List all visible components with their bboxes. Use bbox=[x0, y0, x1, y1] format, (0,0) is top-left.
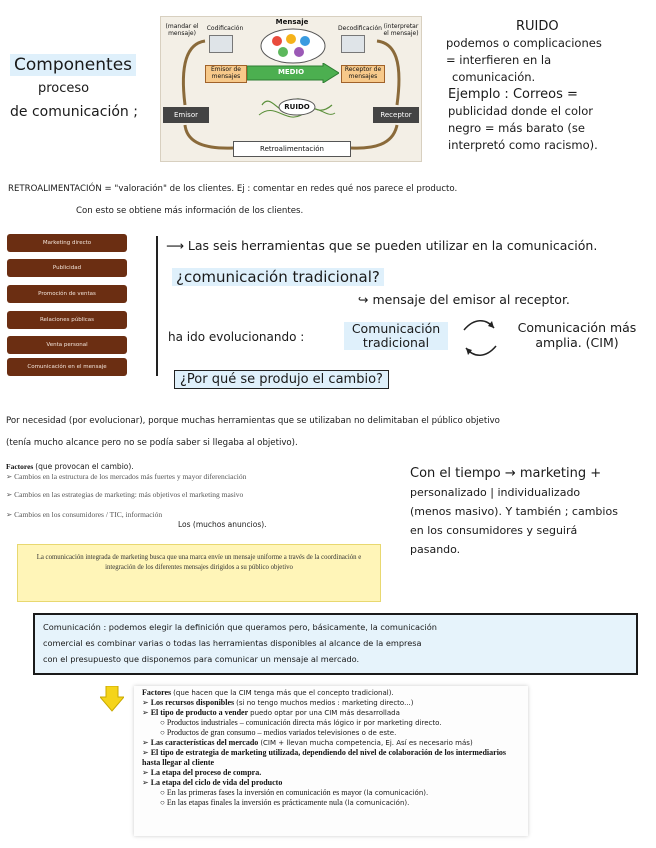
factor2-subitem: ○ Productos industriales – comunicación directa más lógico ir por marketing directo. bbox=[160, 718, 442, 727]
ruido-line-3: comunicación. bbox=[452, 70, 536, 84]
retro-line-1: RETROALIMENTACIÓN = "valoración" de los clientes. Ej : comentar en redes qué nos parece el producto. bbox=[8, 184, 458, 194]
comunicacion-amplia: Comunicación más amplia. (CIM) bbox=[517, 320, 637, 350]
tiempo-line-5: pasando. bbox=[410, 543, 461, 556]
factor2-text: El tipo de estrategia de marketing utilizada, dependiendo del nivel de colaboración de los intermediarios hasta llegar al cliente bbox=[142, 748, 507, 767]
ruido-line-5: publicidad donde el color bbox=[448, 104, 593, 118]
codif-note: (mandar el mensaje) bbox=[165, 23, 199, 37]
retro-line-2: Con esto se obtiene más información de los clientes. bbox=[76, 206, 304, 216]
receptor-label: Receptor bbox=[373, 107, 419, 123]
factor1-item-text: Cambios en la estructura de los mercados más fuertes y mayor diferenciación bbox=[14, 472, 247, 481]
tool-relaciones-publicas: Relaciones públicas bbox=[7, 311, 127, 329]
section-title bbox=[10, 54, 138, 123]
tiempo-note bbox=[410, 464, 656, 559]
arrow-icon: ↪ bbox=[358, 292, 373, 307]
comunicacion-definition-box bbox=[33, 613, 638, 675]
factor2-item: ➢ Las características del mercado (CIM + llevan mucha competencia, Ej. Así es necesario más) bbox=[142, 738, 473, 747]
factor2-text: Las características del mercado bbox=[150, 738, 259, 747]
factor1-item: ➢ Cambios en la estructura de los mercados más fuertes y mayor diferenciación bbox=[6, 472, 247, 481]
com-def-line-3: con el presupuesto que disponemos para comunicar un mensaje al mercado. bbox=[43, 654, 360, 664]
mensaje-label: Mensaje bbox=[275, 18, 309, 26]
codificacion-label: Codificación bbox=[206, 25, 244, 32]
necesidad-paragraph bbox=[6, 410, 652, 454]
tiempo-line-4: en los consumidores y seguirá bbox=[410, 524, 578, 537]
factor1-item-text: Cambios en los consumidores / TIC, información bbox=[14, 510, 163, 519]
ruido-line-7: interpretó como racismo). bbox=[448, 138, 598, 152]
factor2-note: (CIM + llevan mucha competencia, Ej. Así es necesario más) bbox=[260, 739, 473, 747]
necesidad-line-1: Por necesidad (por evolucionar), porque muchas herramientas que se utilizaban no delimitaban el público objetivo bbox=[6, 416, 500, 426]
factores2-note: (que hacen que la CIM tenga más que el concepto tradicional). bbox=[173, 689, 394, 697]
tiempo-line-3: (menos masivo). Y también ; cambios bbox=[410, 505, 618, 518]
mensaje-emisor-text: mensaje del emisor al receptor. bbox=[372, 292, 570, 307]
factor2-item: ➢ El tipo de estrategia de marketing utilizada, dependiendo del nivel de colaboración de los intermediarios hasta llegar al cliente bbox=[142, 748, 507, 767]
cycle-arrows-icon bbox=[161, 17, 421, 161]
tool-promocion-ventas: Promoción de ventas bbox=[7, 285, 127, 303]
communication-diagram bbox=[160, 16, 422, 162]
ruido-label: RUIDO bbox=[284, 103, 310, 111]
com-def-line-2: comercial es combinar varias o todas las herramientas disponibles al alcance de la empresa bbox=[43, 638, 422, 648]
factor2-note: televisiones o de este. bbox=[317, 729, 397, 737]
factor2-text: Productos industriales – comunicación directa bbox=[166, 718, 315, 727]
tool-marketing-directo: Marketing directo bbox=[7, 234, 127, 252]
exchange-arrows-icon bbox=[460, 316, 500, 360]
decodificacion-label: Decodificación bbox=[338, 25, 382, 32]
factor2-subitem: ○ En las primeras fases la inversión en comunicación es mayor (la comunicación). bbox=[160, 788, 429, 797]
retro-definition bbox=[8, 182, 656, 218]
necesidad-line-2: (tenía mucho alcance pero no se podía saber si llegaba al objetivo). bbox=[6, 438, 298, 448]
emisor-box-label: Emisor de mensajes bbox=[211, 66, 241, 80]
factores-cambio bbox=[6, 462, 400, 530]
title-line-3: de comunicación ; bbox=[10, 104, 138, 120]
tool-venta-personal: Venta personal bbox=[7, 336, 127, 354]
six-tools-note bbox=[166, 238, 597, 253]
arrow-icon: ⟶ bbox=[166, 238, 188, 253]
factor2-item: ➢ La etapa del proceso de compra. bbox=[142, 768, 262, 777]
factor2-subitem: ○ Productos de gran consumo – medios variados televisiones o de este. bbox=[160, 728, 397, 737]
question-cambio: ¿Por qué se produjo el cambio? bbox=[174, 370, 389, 389]
factor2-text: Productos de gran consumo – medios variados bbox=[166, 728, 316, 737]
factor2-text: En las primeras fases la inversión en comunicación es mayor bbox=[166, 788, 362, 797]
ruido-note bbox=[412, 18, 656, 154]
medio-label: MEDIO bbox=[277, 68, 305, 76]
factor2-note: puedo optar por una CIM más desarrollada bbox=[250, 709, 400, 717]
cim-definition-text: La comunicación integrada de marketing busca que una marca envíe un mensaje uniforme a través de la coordinación e integración de los diferentes mensajes dirigidos a su público objetivo bbox=[36, 554, 362, 571]
factor2-note: (si no tengo muchos medios : marketing directo...) bbox=[236, 699, 414, 707]
down-arrow-icon bbox=[100, 686, 124, 712]
comunicacion-tradicional: Comunicación tradicional bbox=[344, 322, 448, 350]
factor1-item-text: Cambios en las estrategias de marketing: más objetivos el marketing masivo bbox=[14, 490, 244, 499]
ruido-line-2: = interfieren en la bbox=[446, 53, 552, 67]
emisor-label: Emisor bbox=[163, 107, 209, 123]
bracket-line bbox=[156, 236, 158, 376]
factor2-text: El tipo de producto a vender bbox=[150, 708, 249, 717]
factor2-text: La etapa del proceso de compra. bbox=[150, 768, 262, 777]
tool-publicidad: Publicidad bbox=[7, 259, 127, 277]
factor2-text: En las etapas finales la inversión es prácticamente nula bbox=[166, 798, 343, 807]
tiempo-line-2: personalizado | individualizado bbox=[410, 486, 581, 499]
factor1-item: ➢ Cambios en las estrategias de marketing: más objetivos el marketing masivo bbox=[6, 490, 244, 499]
com-def-line-1: Comunicación : podemos elegir la definición que queramos pero, básicamente, la comunicación bbox=[43, 622, 437, 632]
ruido-line-6: negro = más barato (se bbox=[448, 121, 585, 135]
factor2-text: La etapa del ciclo de vida del producto bbox=[150, 778, 283, 787]
factor1-item: ➢ Cambios en los consumidores / TIC, información bbox=[6, 510, 163, 519]
title-line-2: proceso bbox=[38, 81, 90, 96]
factor1-item3-note: Los (muchos anuncios). bbox=[178, 520, 267, 529]
factores2-title: Factores bbox=[142, 688, 172, 697]
ruido-line-1: podemos o complicaciones bbox=[446, 36, 602, 50]
retroalimentacion-label: Retroalimentación bbox=[233, 141, 351, 157]
factor2-text: Los recursos disponibles bbox=[150, 698, 235, 707]
ruido-line-4: Ejemplo : Correos = bbox=[448, 87, 578, 102]
decod-note: (interpretar el mensaje) bbox=[383, 23, 419, 37]
tool-comunicacion-mensaje: Comunicación en el mensaje bbox=[7, 358, 127, 376]
factor2-note: más lógico ir por marketing directo. bbox=[316, 719, 442, 727]
title-line-1: Componentes bbox=[10, 54, 136, 76]
receptor-box-label: Receptor de mensajes bbox=[344, 66, 382, 80]
factor2-note: (la comunicación). bbox=[344, 799, 410, 807]
question-tradicional: ¿comunicación tradicional? bbox=[172, 268, 384, 286]
six-tools-text: Las seis herramientas que se pueden utilizar en la comunicación. bbox=[187, 238, 598, 253]
factores-cim bbox=[134, 686, 528, 836]
factor2-item: ➢ El tipo de producto a vender puedo optar por una CIM más desarrollada bbox=[142, 708, 400, 717]
factores1-title: Factores bbox=[6, 462, 34, 471]
factor2-subitem: ○ En las etapas finales la inversión es prácticamente nula (la comunicación). bbox=[160, 798, 410, 807]
cim-definition-box bbox=[17, 544, 381, 602]
ruido-title: RUIDO bbox=[516, 19, 559, 34]
factor2-item: ➢ Los recursos disponibles (si no tengo muchos medios : marketing directo...) bbox=[142, 698, 414, 707]
evolucion-label: ha ido evolucionando : bbox=[168, 330, 305, 344]
factores1-note: (que provocan el cambio). bbox=[35, 462, 134, 471]
tiempo-line-1: Con el tiempo → marketing + bbox=[410, 466, 602, 481]
factor2-note: (la comunicación). bbox=[363, 789, 429, 797]
mensaje-emisor-note bbox=[358, 292, 570, 307]
factor2-item: ➢ La etapa del ciclo de vida del producto bbox=[142, 778, 283, 787]
